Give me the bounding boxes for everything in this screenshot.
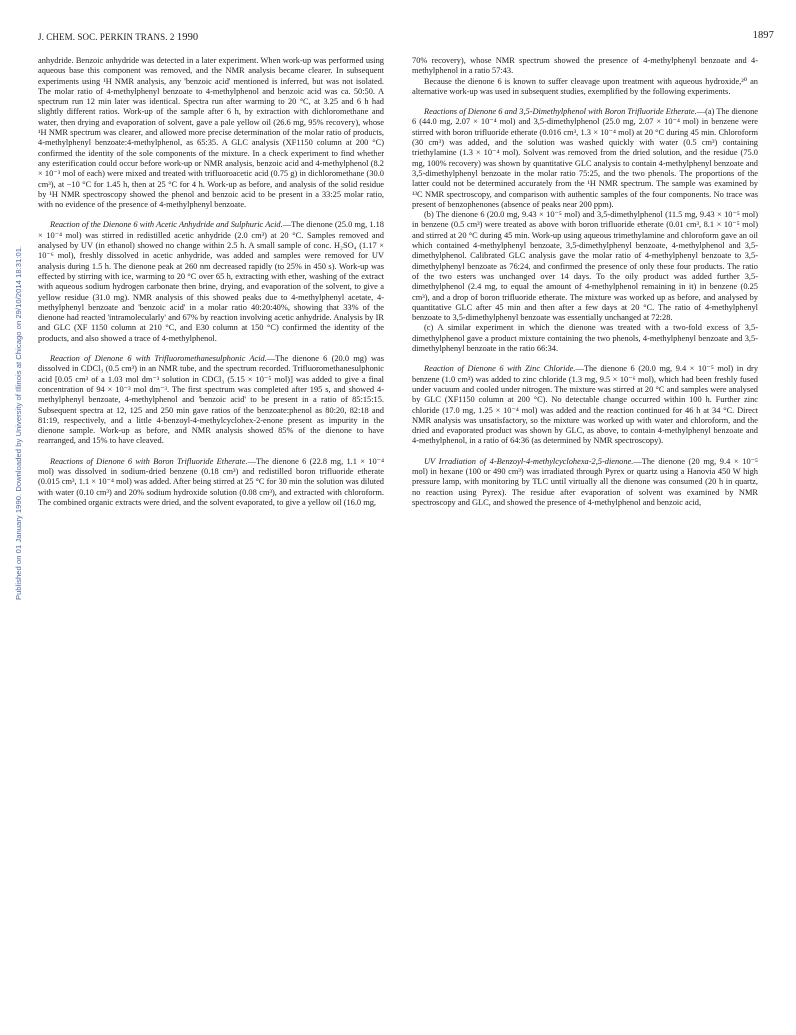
section-body: —The dienone (25.0 mg, 1.18 × 10⁻⁴ mol) was stirred in redistilled acetic anhydride (2.0 cm³) at 20 °C. Samples removed and analysed by UV (in ethanol) showed no change within 2.5 h. A small sample of conc. H₂SO₄ (1.17 × 10⁻⁶ mol), freshly dissolved in acetic anhydride, was added and samples were removed for UV analysis during 1.5 h. The dienone peak at 260 nm decreased rapidly (to 25% in 450 s). Work-up was effected by stirring with ice, warming to 20 °C over 65 h, extracting with ether, washing of the extract with aqueous sodium hydrogen carbonate then brine, drying, and evaporation of the solvent, to give a yellow residue (31.0 mg). NMR analysis of this showed peaks due to 4-methylphenyl acetate, 4-methylphenyl benzoate and 'benzoic acid' in a molar ratio 40:20:40%, showing that 33% of the dienone had reacted 'intramolecularly' and 67% by reaction involving acetic anhydride. Analysis by IR and GLC (XF 1150 column at 210 °C, and E30 column at 150 °C) confirmed the identity of the products, and also showed a trace of 4-methylphenol. <box>38 220 384 343</box>
page-number: 1897 <box>752 30 774 41</box>
section-zinc-chloride <box>412 364 758 446</box>
section-title: Reaction of the Dienone 6 with Acetic Anhydride and Sulphuric Acid. <box>50 220 283 230</box>
section-title: Reactions of Dienone 6 with Boron Trifluoride Etherate. <box>50 456 248 466</box>
section-dimethylphenol-bf3 <box>412 107 758 210</box>
journal-year: 1990 <box>176 32 199 43</box>
section-body: —The dienone (20 mg, 9.4 × 10⁻⁵ mol) in hexane (100 or 490 cm³) was irradiated through Pyrex or quartz using a Hanovia 450 W high pressure lamp, with monitoring by TLC until virtually all the dienone was consumed (20 h in quartz, no reaction using Pyrex). The residue after evaporation of solvent was examined by NMR spectroscopy and GLC, and showed the presence of 4-methylphenol and benzoic acid, <box>412 456 758 507</box>
journal-name: J. CHEM. SOC. PERKIN TRANS. 2 <box>38 32 175 42</box>
paragraph-benzoic-anhydride: anhydride. Benzoic anhydride was detected in a later experiment. When work-up was performed using aqueous base this component was removed, and the NMR analysis became clearer. In subsequent experiments using ¹H NMR analysis, any 'benzoic acid' mentioned is inferred, but was not isolated. The molar ratio of 4-methylphenyl benzoate to 4-methylphenol and benzoic acid was ca. 50:50. A spectrum run 12 min later was identical. Spectra run after warming to 20 °C, at 3.25 and 6 h had slightly different ratios. Work-up of the sample after 6 h, by extraction with dichloromethane and water, then drying and evaporation of solvent, gave a pale yellow oil (26.6 mg, 95% recovery), whose ¹H NMR spectrum was clearer, and allowed more precise determination of the molar ratio of products, 4-methylphenyl benzoate:4-methylphenol, as 65:35. A GLC analysis (XF1150 column at 200 °C) confirmed the identity of the sole components of the mixture. In a check experiment to find whether any esterification could occur before work-up or NMR analysis, benzoic acid and 4-methylphenol (8.2 × 10⁻³ mol of each) were mixed and treated with trifluoroacetic acid (0.75 g) in dichloromethane (30.0 cm³), at −10 °C for 1.45 h, then at 25 °C for 4 h. Work-up as before, and analysis of the solid residue by ¹H NMR spectroscopy showed the phenol and benzoic acid to be present in a 33:25 molar ratio, with no evidence of the presence of 4-methylphenyl benzoate. <box>38 56 384 210</box>
section-title: UV Irradiation of 4-Benzoyl-4-methylcyclohexa-2,5-dienone. <box>424 456 634 466</box>
section-boron-trifluoride-etherate <box>38 457 384 508</box>
paragraph-alternative-workup: Because the dienone 6 is known to suffer cleavage upon treatment with aqueous hydroxide,²⁰ an alternative work-up was used in subsequent studies, exemplified by the following experiments. <box>412 76 758 96</box>
section-body: —The dienone 6 (20.0 mg, 9.4 × 10⁻⁵ mol) in dry benzene (1.0 cm³) was added to zinc chloride (1.3 mg, 9.5 × 10⁻⁶ mol), which had been freshly fused under vacuum and cooled under nitrogen. The mixture was stirred at 20 °C and samples were analysed by GLC (XF1150 column at 200 °C). No detectable change occurred within 100 h. Further zinc chloride (17.0 mg, 1.25 × 10⁻⁴ mol) was added and the reaction continued for 46 h at 34 °C. Direct NMR analysis was unsatisfactory, so the mixture was worked up with water and chloroform, and the dried and evaporated product was shown by GLC, as above, to contain 4-methylphenyl benzoate and 4-methylphenol, in a ratio of 64:36 (as determined by NMR spectroscopy). <box>412 364 759 446</box>
left-column <box>38 56 384 508</box>
journal-citation <box>38 32 198 43</box>
section-title: Reactions of Dienone 6 and 3,5-Dimethylphenol with Boron Trifluoride Etherate. <box>424 107 697 117</box>
paragraph-experiment-b: (b) The dienone 6 (20.0 mg, 9.43 × 10⁻⁵ mol) and 3,5-dimethylphenol (11.5 mg, 9.43 × 10⁻⁵ mol) in benzene (0.5 cm³) were treated as above with boron trifluoride etherate (0.01 cm³, 8.1 × 10⁻⁵ mol) and stirred at 20 °C during 45 min. Work-up using aqueous trimethylamine and chloroform gave an oil which contained 4-methylphenyl benzoate, 3,5-dimethylphenyl benzoate, 4-methylphenol and 3,5-dimethylphenol. Calibrated GLC analysis gave the molar ratio of 4-methylphenyl benzoate to 3,5-dimethylphenyl benzoate as 76:24, and confirmed the presence of only these four products. The ratio of the two esters was unchanged over 14 days. To the oily product was added further 3,5-dimethylphenol (2.4 mg, to equal the amount of 4-methylphenol remaining in it) in benzene (0.25 cm³), and a drop of boron trifluoride etherate. The mixture was worked up as before, and analysed by quantitative GLC after 45 min and then after a few days at 20 °C. The ratio of 4-methylphenyl benzoate to 3,5-dimethylphenyl benzoate was essentially unchanged at 72:28. <box>412 210 758 323</box>
paragraph-recovery: 70% recovery), whose NMR spectrum showed the presence of 4-methylphenyl benzoate and 4-methylphenol in a ratio 57:43. <box>412 56 758 76</box>
section-body: —(a) The dienone 6 (44.0 mg, 2.07 × 10⁻⁴ mol) and 3,5-dimethylphenol (25.0 mg, 2.07 × 10⁻⁴ mol) in benzene were stirred with boron trifluoride etherate (0.016 cm³, 1.3 × 10⁻⁴ mol) at 20 °C during 45 min. Chloroform (30 cm³) was added, and the solution was washed quickly with water (0.5 cm³) containing triethylamine (1.3 × 10⁻⁴ mol). Solvent was removed from the dried solution, and the residue (75.0 mg, 100% recovery) was shown by quantitative GLC analysis to contain 4-methylphenyl benzoate and 3,5-dimethylphenyl benzoate in the molar ratio 75:25, and the two phenols. The proportions of the latter could not be determined accurately from the ¹H NMR spectrum. The sample was examined by ¹³C NMR spectroscopy, and comparison with authentic samples of the four components. No trace was present of benzophenones (absence of peaks near 200 ppm). <box>412 107 758 209</box>
section-acetic-anhydride <box>38 220 384 344</box>
section-body: —The dienone 6 (22.8 mg, 1.1 × 10⁻⁴ mol) was dissolved in sodium-dried benzene (0.18 cm³) and redistilled boron trifluoride etherate (0.015 cm³, 1.1 × 10⁻⁴ mol) was added. After being stirred at 25 °C for 30 min the solution was diluted with water (0.10 cm³) and 20% sodium hydroxide solution (0.08 cm³), and extracted with chloroform. The combined organic extracts were dried, and the solvent evaporated, to give a yellow oil (16.0 mg, <box>38 456 385 507</box>
right-column <box>412 56 758 508</box>
section-uv-irradiation <box>412 457 758 508</box>
paragraph-experiment-c: (c) A similar experiment in which the dienone was treated with a two-fold excess of 3,5-dimethylphenol gave a product mixture containing the two phenols, 4-methylphenyl benzoate and 3,5-dimethylphenyl benzoate in the ratio 66:34. <box>412 323 758 354</box>
watermark-text: Published on 01 January 1990. Downloaded by University of Illinois at Chicago on 29/10/2014 18:31:01. <box>14 245 23 600</box>
section-title: Reaction of Dienone 6 with Zinc Chloride. <box>424 364 576 374</box>
section-trifluoromethanesulphonic-acid <box>38 354 384 447</box>
running-header <box>38 30 774 46</box>
section-body: —The dienone 6 (20.0 mg) was dissolved in CDCl₃ (0.5 cm³) in an NMR tube, and the spectrum recorded. Trifluoromethanesulphonic acid [0.05 cm³ of a 1.03 mol dm⁻³ solution in CDCl₃ (5.15 × 10⁻⁵ mol)] was added to give a final concentration of 94 × 10⁻³ mol dm⁻³. The first spectrum was completed after 195 s, and showed 4-methylphenyl benzoate, 4-methylphenol and 'benzoic acid' to be present in a ratio of 85:15:15. Subsequent spectra at 12, 125 and 250 min gave ratios of the benzoate:phenol as 80:20, 82:18 and 81:19, respectively, and a little 4-benzoyl-4-methylcyclohex-2-enone present as impurity in the dienone sample. Work-up as before, and NMR analysis showed 85% of the dienone to have rearranged, and 15% to have cleaved. <box>38 354 384 446</box>
section-title: Reaction of Dienone 6 with Trifluoromethanesulphonic Acid. <box>50 354 267 364</box>
